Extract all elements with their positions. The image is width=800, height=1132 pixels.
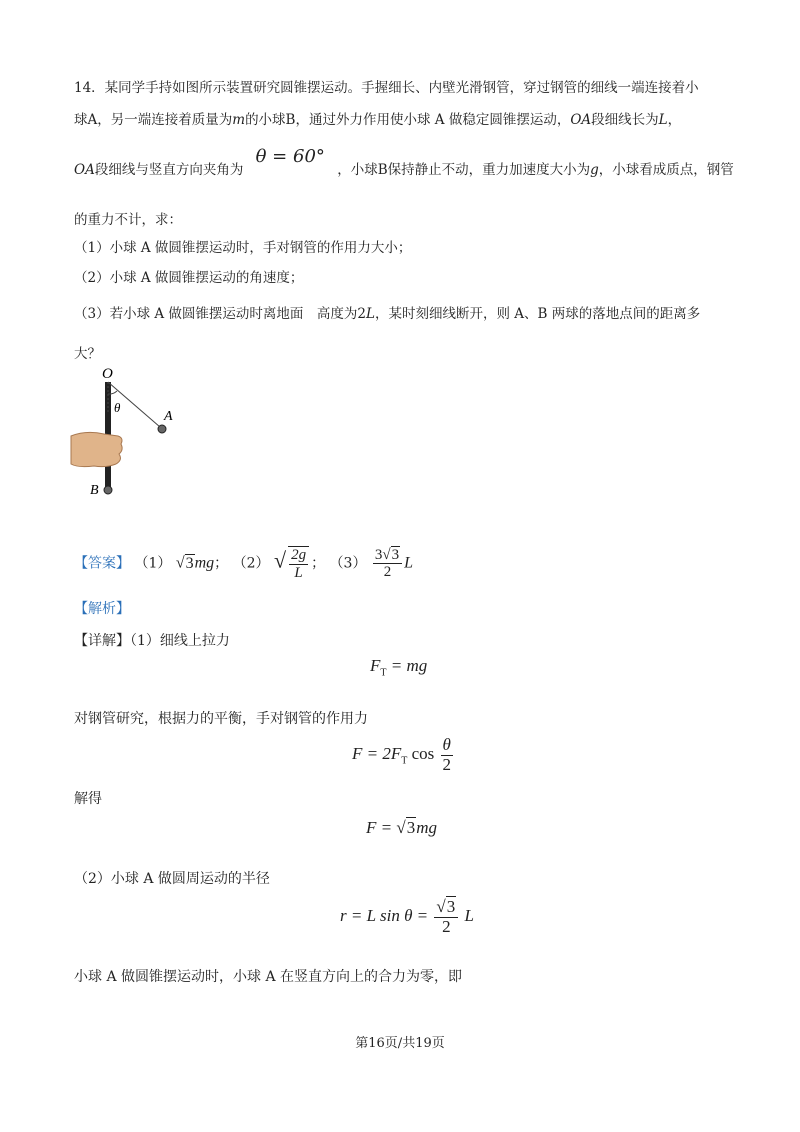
var-oa: OA xyxy=(74,162,95,178)
detail-step-1 xyxy=(74,630,230,650)
equation-1 xyxy=(370,656,427,678)
conical-pendulum-figure xyxy=(66,364,196,498)
text: ，小球B保持静止不动，重力加速度大小为 xyxy=(337,162,591,178)
detail-step-5: 小球 A 做圆锥摆运动时，小球 A 在竖直方向上的合力为零，即 xyxy=(74,969,463,985)
detail-tag: 【详解】 xyxy=(74,633,130,649)
question-line-3 xyxy=(74,146,734,179)
text: ，某时刻细线断开，则 A、B 两球的落地点间的距离多 xyxy=(374,306,701,322)
answer-3-rest: L xyxy=(404,554,414,572)
eq-part: F = xyxy=(366,818,397,837)
question-line-1: 14．某同学手持如图所示装置研究圆锥摆运动。手握细长、内壁光滑钢管，穿过钢管的细线一端连接着小 xyxy=(74,80,699,96)
equation-3: F = √3mg xyxy=(366,818,437,837)
eq-part: mg xyxy=(416,818,437,837)
text: 段细线与竖直方向夹角为 xyxy=(94,162,244,178)
answer-1-rest: mg xyxy=(194,554,215,572)
question-line-2 xyxy=(74,108,681,128)
var-g: g xyxy=(590,162,599,178)
question-part-3 xyxy=(74,302,700,322)
eq-part: cos xyxy=(407,744,435,764)
label-a: A xyxy=(164,409,173,424)
answer-1-root: 3 xyxy=(185,554,194,572)
eq-num: 3 xyxy=(446,897,456,916)
question-part-2: （2）小球 A 做圆锥摆运动的角速度； xyxy=(74,270,304,286)
answer-3-root: 3 xyxy=(391,546,400,563)
hand xyxy=(71,432,122,466)
question-line-4: 的重力不计，求： xyxy=(74,212,182,228)
text: （3）若小球 A 做圆锥摆运动时离地面 高度为2 xyxy=(74,306,367,322)
answer-2-numerator: 2g xyxy=(291,547,307,563)
theta-equation: θ = 60° xyxy=(255,146,325,167)
ball-a xyxy=(158,425,166,433)
equation-2 xyxy=(352,736,455,774)
label-o: O xyxy=(102,366,113,382)
text: ，小球看成质点，钢管 xyxy=(598,162,734,178)
var-l: L xyxy=(658,112,668,128)
answer-part-1-label: （1） xyxy=(134,555,172,572)
text: 的小球B，通过外力作用使小球 A 做稳定圆锥摆运动， xyxy=(245,112,571,128)
text: 段细线长为 xyxy=(591,112,659,128)
eq-den: 2 xyxy=(442,916,451,936)
answer-part-3-label: （3） xyxy=(329,555,367,572)
answer-3-denominator: 2 xyxy=(383,564,392,580)
detail-step-2: 对钢管研究，根据力的平衡，手对钢管的作用力 xyxy=(74,711,368,727)
answer-2-denominator: L xyxy=(294,564,303,581)
answer-tag: 【答案】 xyxy=(74,555,130,572)
label-b: B xyxy=(90,483,99,498)
question-part-3-end: 大？ xyxy=(74,346,101,362)
eq-part: L xyxy=(460,906,474,926)
sep: ； xyxy=(214,555,229,572)
ball-b xyxy=(104,486,112,494)
eq-root: 3 xyxy=(406,818,416,837)
var-m: m xyxy=(232,112,246,128)
eq-den: 2 xyxy=(442,754,451,774)
detail-step-3: 解得 xyxy=(74,791,102,807)
analysis-tag: 【解析】 xyxy=(74,601,130,617)
answer-3-coef: 3 xyxy=(374,546,383,563)
sep: ； xyxy=(311,555,326,572)
eq-part: = mg xyxy=(386,656,428,675)
var-l: L xyxy=(366,306,375,322)
eq-num: θ xyxy=(442,735,451,754)
eq-sub: T xyxy=(401,755,408,767)
eq-part: F xyxy=(370,656,381,675)
text: ， xyxy=(667,112,682,128)
var-oa: OA xyxy=(570,112,592,128)
eq-part: F = 2F xyxy=(352,744,402,764)
answer-part-2-label: （2） xyxy=(232,555,270,572)
question-part-1: （1）小球 A 做圆锥摆运动时，手对钢管的作用力大小； xyxy=(74,240,412,256)
eq-part: r = L sin θ = xyxy=(340,906,433,926)
label-theta: θ xyxy=(114,400,121,415)
eq-sub: T xyxy=(380,667,387,679)
detail-step-4: （2）小球 A 做圆周运动的半径 xyxy=(74,871,270,887)
answer-line: 【答案】 （1） √3mg； （2） √ $\frac{2g}{L}$ ； （3） $\frac{3√3}{2}$ L xyxy=(74,546,414,581)
detail-text: （1）细线上拉力 xyxy=(130,633,230,649)
text: 球A，另一端连接着质量为 xyxy=(74,112,233,128)
equation-4: r = L sin θ = $\frac{√3}{2}$ L xyxy=(340,897,474,936)
page-footer: 第16页/共19页 xyxy=(355,1036,445,1051)
